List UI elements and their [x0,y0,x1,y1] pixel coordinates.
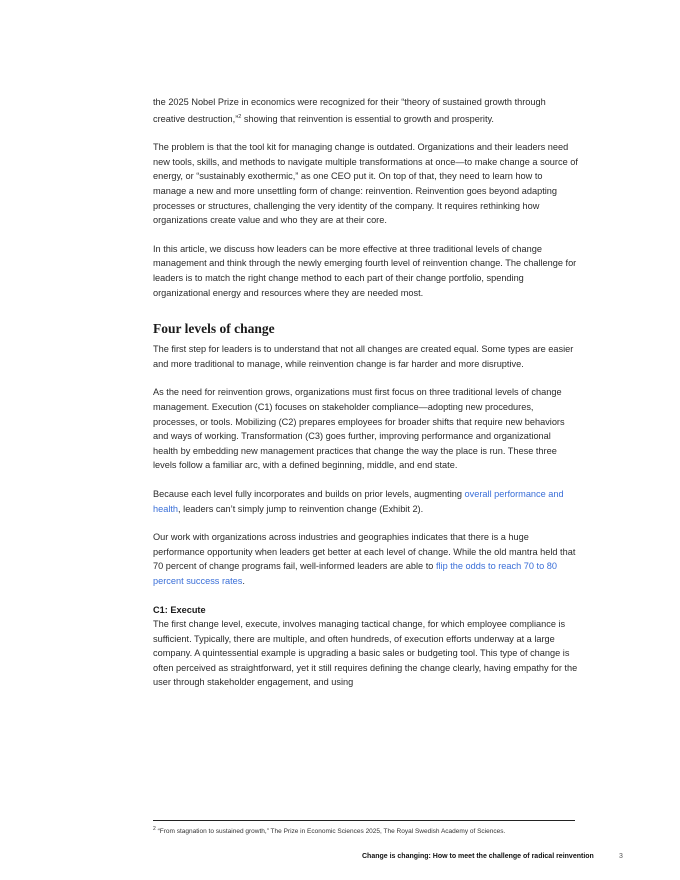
article-body [153,95,578,704]
paragraph-traditional-levels: As the need for reinvention grows, organizations must first focus on three traditional levels of change management. Execution (C1) focuses on stakeholder compliance—adopting new procedures, processes, or tools. Mobilizing (C2) prepares employees for broader shifts that require new behaviors and ways of working. Transformation (C3) goes further, improving performance and organizational health by embedding new management practices that change the way the place is run. These three levels follow a familiar arc, with a defined beginning, middle, and end state. [153,387,565,471]
paragraph-toolkit: The problem is that the tool kit for managing change is outdated. Organizations and their leaders need new tools, skills, and methods to navigate multiple transformations at once—to make change a source of energy, or “sustainably exothermic,” as one CEO put it. On top of that, they need to learn how to manage a new and more unsettling form of change: reinvention. Reinvention goes beyond adapting processes or structures, challenging the very identity of the company. It requires rethinking how organizations create value and who they are at their core. [153,142,578,226]
footnote-number: 2 [153,826,156,832]
page-number: 3 [619,853,623,860]
link-flip-the-odds[interactable]: flip the odds to reach 70 to 80 percent success rates [153,561,557,586]
subsection-heading: C1: Execute [153,604,206,615]
running-footer-title: Change is changing: How to meet the challenge of radical reinvention [362,853,594,860]
footnote [153,826,505,835]
section-heading: Four levels of change [153,321,275,337]
footnote-ref[interactable]: 2 [238,113,242,120]
paragraph-article-intro: In this article, we discuss how leaders can be more effective at three traditional levels of change management and think through the newly emerging fourth level of reinvention change. The challenge for leaders is to match the right change method to each part of their change portfolio, spending organizational energy and resources where they are needed most. [153,243,577,298]
paragraph-execute: The first change level, execute, involves managing tactical change, for which employee compliance is sufficient. Typically, there are multiple, and often hundreds, of execution efforts underway at a large company. A quintessential example is upgrading a basic sales or budgeting tool. This type of change is often perceived as straightforward, yet it still requires defining the change clearly, having empathy for the user through stakeholder engagement, and using [153,619,578,688]
paragraph-performance-opportunity: Our work with organizations across industries and geographies indicates that there is a huge performance opportunity when leaders get better at each level of change. While the old mantra held that 70 percent of change programs fail, well-informed leaders are able to flip the odds to reach 70 to 80 percent success rates. [153,532,576,586]
footnote-divider [153,820,575,821]
paragraph-prior-levels: Because each level fully incorporates and builds on prior levels, augmenting overall performance and health, leaders can’t simply jump to reinvention change (Exhibit 2). [153,488,564,514]
link-overall-performance[interactable]: overall performance and health [153,488,564,514]
paragraph-first-step: The first step for leaders is to understand that not all changes are created equal. Some types are easier and more traditional to manage, while reinvention change is far harder and more disruptive. [153,344,574,369]
footnote-text: “From stagnation to sustained growth,” The Prize in Economic Sciences 2025, The Royal Swedish Academy of Sciences. [157,828,506,836]
paragraph-nobel: the 2025 Nobel Prize in economics were recognized for their “theory of sustained growth through creative destruction,”$^2$ showing that reinvention is essential to growth and prosperity. [153,97,546,124]
